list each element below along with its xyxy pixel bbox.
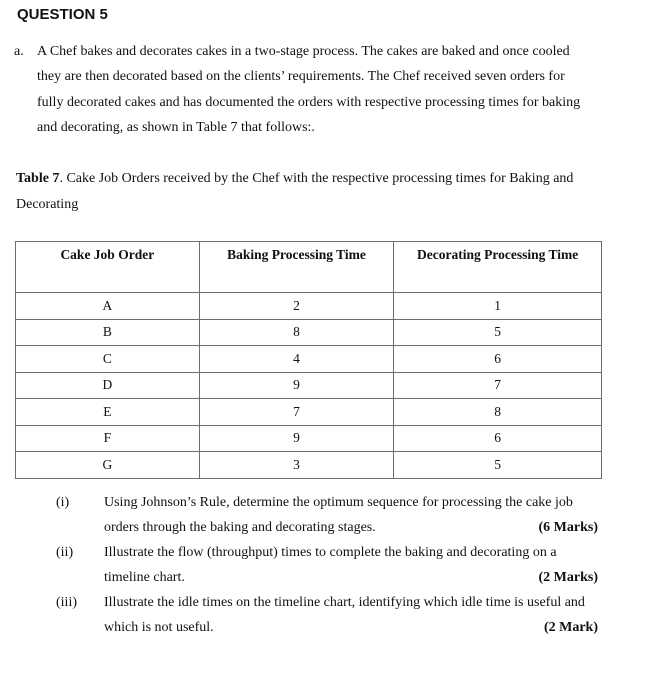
table-row — [16, 346, 602, 373]
table-row — [16, 372, 602, 399]
cell-decorating-time: 8 — [394, 399, 602, 426]
table-row — [16, 293, 602, 320]
subquestion-line: orders through the baking and decorating stages. — [104, 520, 376, 535]
subquestion-marks: (6 Marks) — [538, 520, 598, 535]
subquestion-number: (iii) — [56, 595, 77, 610]
table-row — [16, 425, 602, 452]
part-a-line: they are then decorated based on the clients’ requirements. The Chef received seven orders for — [37, 69, 565, 85]
cell-baking-time: 9 — [199, 372, 394, 399]
subquestions — [0, 495, 664, 645]
subquestion-line: timeline chart. — [104, 570, 185, 585]
part-a-marker: a. — [14, 44, 24, 59]
subquestion-marks: (2 Mark) — [543, 620, 598, 635]
cell-job-order: F — [16, 425, 200, 452]
table-row — [16, 319, 602, 346]
cell-baking-time: 2 — [199, 293, 394, 320]
cell-baking-time: 3 — [199, 452, 394, 479]
subquestion — [0, 595, 664, 645]
subquestion-marks: (2 Marks) — [538, 570, 598, 585]
table-caption-text: . Cake Job Orders received by the Chef with the respective processing times for Baking and Decorating — [16, 171, 574, 212]
cell-job-order: A — [16, 293, 200, 320]
cell-decorating-time: 6 — [394, 425, 602, 452]
part-a-line: fully decorated cakes and has documented the orders with respective processing times for baking — [37, 94, 581, 110]
part-a-paragraph — [14, 39, 624, 140]
part-a-line: A Chef bakes and decorates cakes in a two-stage process. The cakes are baked and once cooled — [37, 44, 570, 59]
cell-baking-time: 4 — [199, 346, 394, 373]
cell-decorating-time: 5 — [394, 319, 602, 346]
header-decorating-time: Decorating Processing Time — [394, 242, 602, 293]
subquestion-number: (i) — [56, 495, 70, 510]
table-caption-label: Table 7 — [16, 171, 60, 186]
cake-job-table — [15, 241, 602, 479]
cell-decorating-time: 1 — [394, 293, 602, 320]
cell-decorating-time: 6 — [394, 346, 602, 373]
subquestion-line: which is not useful. — [104, 620, 214, 635]
cell-baking-time: 9 — [199, 425, 394, 452]
cell-decorating-time: 7 — [394, 372, 602, 399]
table-row — [16, 452, 602, 479]
subquestion-line: Using Johnson’s Rule, determine the optimum sequence for processing the cake job — [104, 495, 573, 510]
cell-job-order: C — [16, 346, 200, 373]
question-title: QUESTION 5 — [17, 6, 108, 23]
cell-baking-time: 7 — [199, 399, 394, 426]
cell-job-order: B — [16, 319, 200, 346]
table-row — [16, 399, 602, 426]
cell-job-order: E — [16, 399, 200, 426]
table-header-row — [16, 242, 602, 293]
cell-job-order: D — [16, 372, 200, 399]
cell-job-order: G — [16, 452, 200, 479]
subquestion — [0, 545, 664, 595]
header-job-order: Cake Job Order — [16, 242, 200, 293]
subquestion-number: (ii) — [56, 545, 74, 560]
header-baking-time: Baking Processing Time — [199, 242, 394, 293]
part-a-line: and decorating, as shown in Table 7 that follows:. — [37, 119, 315, 135]
cell-baking-time: 8 — [199, 319, 394, 346]
table-caption — [16, 166, 616, 217]
subquestion — [0, 495, 664, 545]
cell-decorating-time: 5 — [394, 452, 602, 479]
subquestion-line: Illustrate the flow (throughput) times to complete the baking and decorating on a — [104, 545, 557, 560]
subquestion-line: Illustrate the idle times on the timeline chart, identifying which idle time is useful and — [104, 595, 585, 610]
